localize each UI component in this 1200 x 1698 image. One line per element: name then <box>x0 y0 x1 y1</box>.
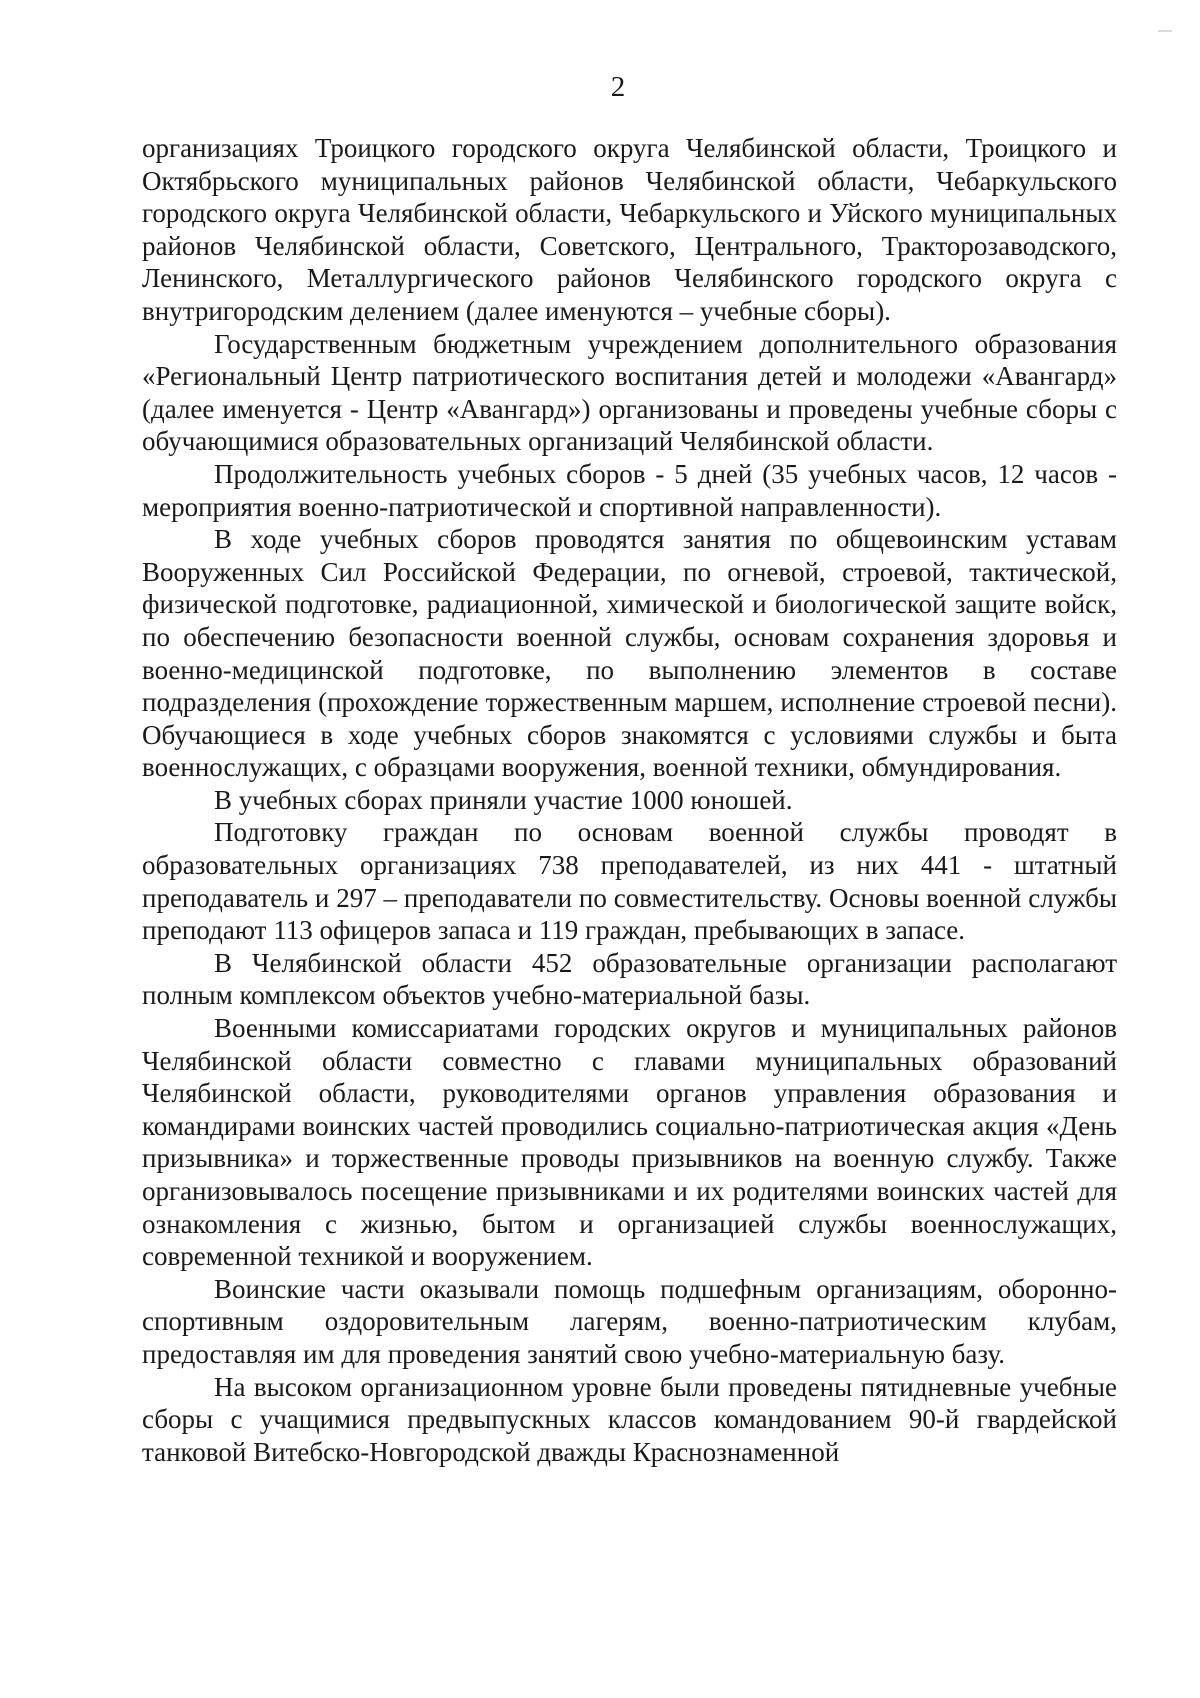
paragraph-5: В учебных сборах приняли участие 1000 юношей. <box>214 784 793 815</box>
paragraph-10: На высоком организационном уровне были проведены пятидневные учебные сборы с учащимися предвыпускных классов командованием 90-й гвардейской танковой Витебско-Новгородской дважды Краснознаменной <box>142 1371 1117 1467</box>
paragraph-2: Государственным бюджетным учреждением дополнительного образования «Региональный Центр патриотического воспитания детей и молодежи «Авангард» (далее именуется - Центр «Авангард») организованы и проведены учебные сборы с обучающимися образовательных организаций Челябинской области. <box>142 328 1117 457</box>
document-body <box>142 132 1117 1468</box>
paragraph-7: В Челябинской области 452 образовательные организации располагают полным комплексом объектов учебно-материальной базы. <box>142 947 1117 1011</box>
scan-mark <box>1158 30 1172 32</box>
paragraph-8: Военными комиссариатами городских округов и муниципальных районов Челябинской области совместно с главами муниципальных образований Челябинской области, руководителями органов управления образования и командирами воинских частей проводились социально-патриотическая акция «День призывника» и торжественные проводы призывников на военную службу. Также организовывалось посещение призывниками и их родителями воинских частей для ознакомления с жизнью, бытом и организацией службы военнослужащих, современной техникой и вооружением. <box>142 1013 1117 1272</box>
paragraph-9: Воинские части оказывали помощь подшефным организациям, оборонно-спортивным оздоровительным лагерям, военно-патриотическим клубам, предоставляя им для проведения занятий свою учебно-материальную базу. <box>142 1273 1117 1369</box>
paragraph-4: В ходе учебных сборов проводятся занятия по общевоинским уставам Вооруженных Сил Российской Федерации, по огневой, строевой, тактической, физической подготовке, радиационной, химической и биологической защите войск, по обеспечению безопасности военной службы, основам сохранения здоровья и военно-медицинской подготовке, по выполнению элементов в составе подразделения (прохождение торжественным маршем, исполнение строевой песни). Обучающиеся в ходе учебных сборов знакомятся с условиями службы и быта военнослужащих, с образцами вооружения, военной техники, обмундирования. <box>142 524 1117 783</box>
paragraph-1: организациях Троицкого городского округа Челябинской области, Троицкого и Октябрьского муниципальных районов Челябинской области, Чебаркульского городского округа Челябинской области, Чебаркульского и Уйского муниципальных районов Челябинской области, Советского, Центрального, Тракторозаводского, Ленинского, Металлургического районов Челябинского городского округа с внутригородским делением (далее именуются – учебные сборы). <box>142 133 1117 326</box>
page-number: 2 <box>610 71 626 103</box>
paragraph-6: Подготовку граждан по основам военной службы проводят в образовательных организациях 738 преподавателей, из них 441 - штатный преподаватель и 297 – преподаватели по совместительству. Основы военной службы преподают 113 офицеров запаса и 119 граждан, пребывающих в запасе. <box>142 817 1117 946</box>
paragraph-3: Продолжительность учебных сборов - 5 дней (35 учебных часов, 12 часов - мероприятия военно-патриотической и спортивной направленности). <box>142 458 1117 522</box>
